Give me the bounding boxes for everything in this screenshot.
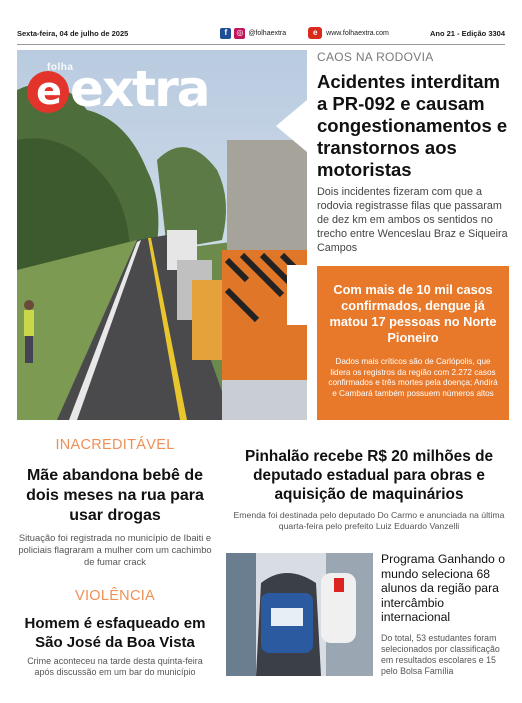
- baby-story-summary: Situação foi registrada no município de Ibaiti e policiais flagraram a mulher com um cachimbo de fumar crack: [18, 532, 212, 567]
- stab-story-headline[interactable]: Homem é esfaqueado em São José da Boa Vista: [24, 615, 206, 651]
- header-divider: [17, 44, 505, 45]
- instagram-icon[interactable]: ◎: [234, 28, 245, 39]
- baby-story-kicker: INACREDITÁVEL: [55, 437, 175, 453]
- students-backpack-illustration: [226, 553, 373, 676]
- logo-small-text: folha: [47, 62, 74, 73]
- website-url[interactable]: www.folhaextra.com: [326, 29, 389, 37]
- pointer-arrow: [276, 100, 307, 152]
- logo-big-text: extra: [70, 60, 209, 118]
- pinhalao-headline[interactable]: Pinhalão recebe R$ 20 milhões de deputado estadual para obras e aquisição de maquinários: [244, 448, 494, 503]
- main-story-summary: Dois incidentes fizeram com que a rodovia registrasse filas que passaram de dez km em ambos os sentidos no trecho entre Wenceslau Braz e Siqueira Campos: [317, 186, 508, 254]
- extra-logo-icon: e: [308, 27, 322, 39]
- dengue-headline[interactable]: Com mais de 10 mil casos confirmados, dengue já matou 17 pessoas no Norte Pioneiro: [329, 282, 497, 345]
- masthead-bar: [17, 24, 505, 42]
- main-story-kicker: CAOS NA RODOVIA: [317, 50, 434, 64]
- hero-photo-highway[interactable]: [17, 50, 307, 420]
- newspaper-logo[interactable]: [27, 60, 209, 118]
- social-handle[interactable]: @folhaextra: [248, 29, 287, 37]
- issue-date: Sexta-feira, 04 de julho de 2025: [17, 28, 129, 38]
- edition-number: Ano 21 - Edição 3304: [429, 28, 505, 38]
- pinhalao-summary: Emenda foi destinada pelo deputado Do Carmo e anunciada na última quarta-feira pelo prefeito Luiz Eduardo Vanzelli: [233, 510, 505, 531]
- website-link[interactable]: [308, 27, 389, 39]
- facebook-icon[interactable]: f: [220, 28, 231, 39]
- main-story-headline[interactable]: Acidentes interditam a PR-092 e causam congestionamentos e transtornos aos motoristas: [317, 71, 508, 180]
- stab-story-kicker: VIOLÊNCIA: [74, 588, 156, 604]
- students-photo[interactable]: [226, 553, 373, 676]
- program-headline[interactable]: Programa Ganhando o mundo seleciona 68 alunos da região para intercâmbio internacional: [381, 552, 505, 624]
- social-links[interactable]: [220, 28, 286, 39]
- baby-story-headline[interactable]: Mãe abandona bebê de dois meses na rua para usar drogas: [26, 467, 204, 524]
- dengue-feature-box[interactable]: [317, 266, 509, 420]
- logo-e-mark: e: [27, 71, 69, 113]
- stab-story-summary: Crime aconteceu na tarde desta quinta-feira após discussão em um bar do município: [27, 656, 203, 677]
- dengue-summary: Dados mais críticos são de Carlópolis, que lidera os registros da região com 2.272 casos confirmados e três mortes pela doença; Andirá e Cambará também possuem números altos: [328, 357, 498, 398]
- program-summary: Do total, 53 estudantes foram selecionados por classificação em resultados escolares e 15 pelo Bolsa Família: [381, 633, 500, 676]
